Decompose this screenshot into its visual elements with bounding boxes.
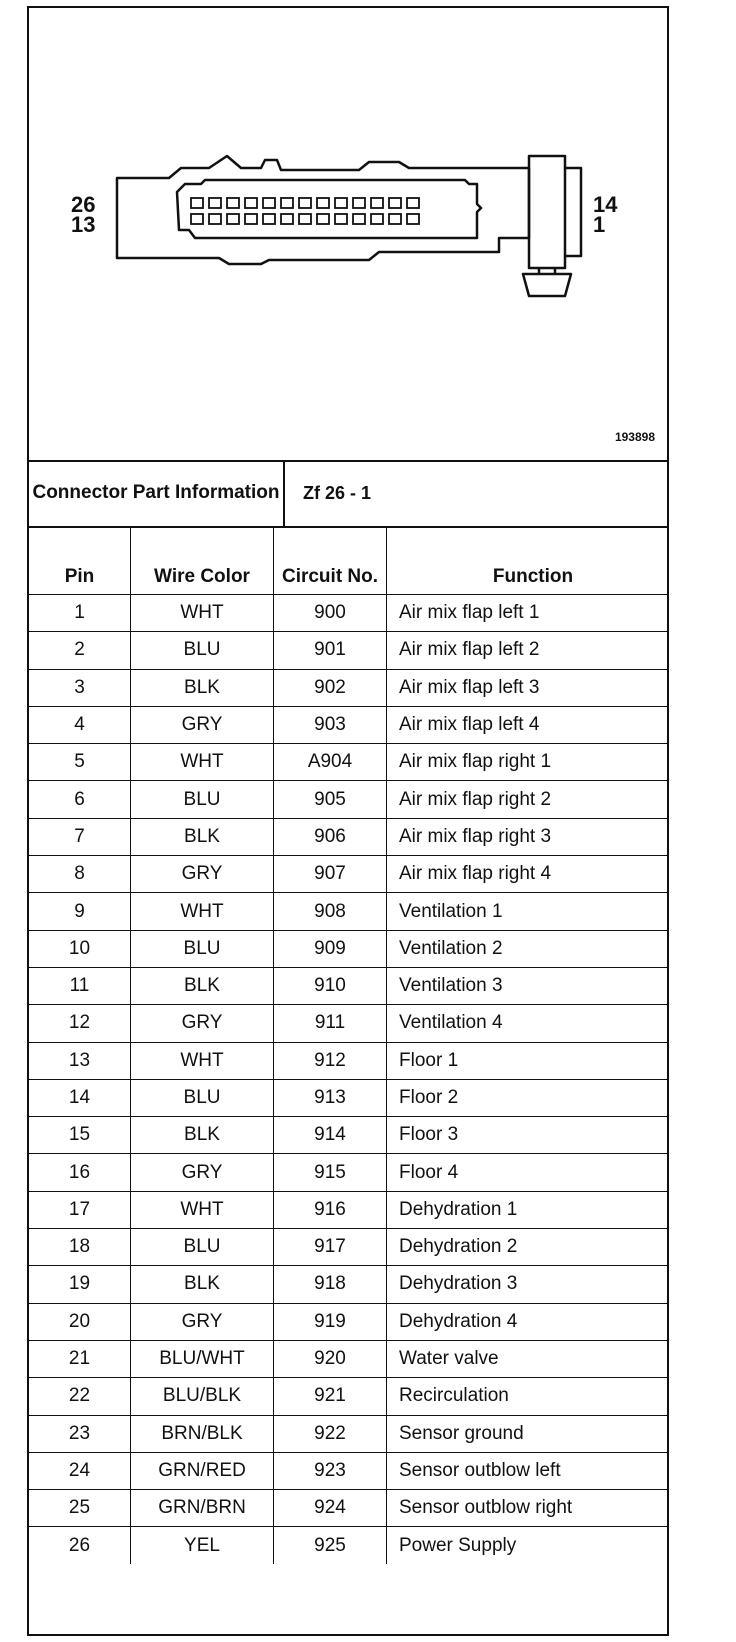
table-row: [29, 1191, 667, 1228]
wire-color-cell: GRN/BRN: [131, 1490, 274, 1527]
header-function: Function: [387, 526, 668, 595]
circuit-cell: 906: [274, 818, 387, 855]
circuit-cell: 917: [274, 1229, 387, 1266]
connector-diagram: [29, 8, 667, 462]
wire-color-cell: BLK: [131, 669, 274, 706]
circuit-cell: 901: [274, 632, 387, 669]
circuit-cell: 918: [274, 1266, 387, 1303]
pin-cell: 2: [29, 632, 131, 669]
function-cell: Air mix flap left 2: [387, 632, 668, 669]
header-pin: Pin: [29, 526, 131, 595]
pin-cell: 3: [29, 669, 131, 706]
table-row: [29, 856, 667, 893]
pin-cell: 18: [29, 1229, 131, 1266]
table-row: [29, 1490, 667, 1527]
table-row: [29, 1378, 667, 1415]
pin-cell: 15: [29, 1117, 131, 1154]
pin-cell: 10: [29, 930, 131, 967]
function-cell: Floor 3: [387, 1117, 668, 1154]
table-row: [29, 1154, 667, 1191]
table-row: [29, 1303, 667, 1340]
wire-color-cell: YEL: [131, 1527, 274, 1564]
wire-color-cell: WHT: [131, 595, 274, 632]
circuit-cell: 919: [274, 1303, 387, 1340]
pin-cell: 13: [29, 1042, 131, 1079]
wire-color-cell: GRY: [131, 856, 274, 893]
connector-info-value: Zf 26 - 1: [303, 482, 372, 503]
table-row: [29, 744, 667, 781]
circuit-cell: 900: [274, 595, 387, 632]
table-row: [29, 1079, 667, 1116]
table-row: [29, 595, 667, 632]
pinout-rows: [29, 595, 667, 1564]
wire-color-cell: WHT: [131, 1191, 274, 1228]
connector-sheet: [27, 6, 669, 1636]
wire-color-cell: GRN/RED: [131, 1452, 274, 1489]
wire-color-cell: WHT: [131, 1042, 274, 1079]
connector-info: [29, 460, 667, 528]
wire-color-cell: BRN/BLK: [131, 1415, 274, 1452]
function-cell: Air mix flap right 2: [387, 781, 668, 818]
table-row: [29, 1005, 667, 1042]
function-cell: Air mix flap right 1: [387, 744, 668, 781]
wire-color-cell: GRY: [131, 1005, 274, 1042]
circuit-cell: 910: [274, 967, 387, 1004]
circuit-cell: 921: [274, 1378, 387, 1415]
table-row: [29, 1340, 667, 1377]
table-row: [29, 930, 667, 967]
function-cell: Sensor outblow right: [387, 1490, 668, 1527]
pin-label-26: 26: [71, 192, 96, 217]
circuit-cell: 908: [274, 893, 387, 930]
table-row: [29, 1117, 667, 1154]
pin-label-13: 13: [71, 212, 96, 237]
wire-color-cell: GRY: [131, 1303, 274, 1340]
table-row: [29, 706, 667, 743]
circuit-cell: 923: [274, 1452, 387, 1489]
wire-color-cell: BLK: [131, 1117, 274, 1154]
table-row: [29, 669, 667, 706]
wire-color-cell: BLU/BLK: [131, 1378, 274, 1415]
function-cell: Air mix flap right 4: [387, 856, 668, 893]
circuit-cell: 909: [274, 930, 387, 967]
pinout-table: [29, 526, 667, 1564]
wire-color-cell: WHT: [131, 744, 274, 781]
pin-cell: 20: [29, 1303, 131, 1340]
function-cell: Ventilation 1: [387, 893, 668, 930]
wire-color-cell: BLU: [131, 1079, 274, 1116]
pin-cell: 22: [29, 1378, 131, 1415]
circuit-cell: 907: [274, 856, 387, 893]
pin-cavities: [191, 198, 419, 224]
function-cell: Ventilation 3: [387, 967, 668, 1004]
wire-color-cell: BLK: [131, 818, 274, 855]
table-row: [29, 1452, 667, 1489]
table-row: [29, 893, 667, 930]
function-cell: Air mix flap left 1: [387, 595, 668, 632]
figure-id: 193898: [614, 430, 655, 444]
circuit-cell: 914: [274, 1117, 387, 1154]
function-cell: Recirculation: [387, 1378, 668, 1415]
pin-cell: 5: [29, 744, 131, 781]
function-cell: Dehydration 3: [387, 1266, 668, 1303]
function-cell: Floor 1: [387, 1042, 668, 1079]
circuit-cell: A904: [274, 744, 387, 781]
function-cell: Air mix flap left 3: [387, 669, 668, 706]
pin-cell: 12: [29, 1005, 131, 1042]
circuit-cell: 915: [274, 1154, 387, 1191]
pin-cell: 9: [29, 893, 131, 930]
table-row: [29, 1415, 667, 1452]
pin-cell: 19: [29, 1266, 131, 1303]
function-cell: Air mix flap right 3: [387, 818, 668, 855]
function-cell: Floor 2: [387, 1079, 668, 1116]
circuit-cell: 905: [274, 781, 387, 818]
pin-cell: 17: [29, 1191, 131, 1228]
pin-label-14: 14: [593, 192, 618, 217]
circuit-cell: 902: [274, 669, 387, 706]
function-cell: Air mix flap left 4: [387, 706, 668, 743]
table-row: [29, 1042, 667, 1079]
pin-cell: 1: [29, 595, 131, 632]
pin-cell: 7: [29, 818, 131, 855]
function-cell: Dehydration 1: [387, 1191, 668, 1228]
wire-color-cell: BLU: [131, 781, 274, 818]
circuit-cell: 912: [274, 1042, 387, 1079]
table-row: [29, 1266, 667, 1303]
pin-cell: 24: [29, 1452, 131, 1489]
table-row: [29, 967, 667, 1004]
pin-cell: 4: [29, 706, 131, 743]
table-row: [29, 781, 667, 818]
table-row: [29, 818, 667, 855]
pin-cell: 21: [29, 1340, 131, 1377]
wire-color-cell: GRY: [131, 1154, 274, 1191]
circuit-cell: 913: [274, 1079, 387, 1116]
wire-color-cell: BLU: [131, 1229, 274, 1266]
connector-info-label: Connector Part Information: [29, 460, 285, 526]
circuit-cell: 911: [274, 1005, 387, 1042]
pin-cell: 16: [29, 1154, 131, 1191]
pin-cell: 25: [29, 1490, 131, 1527]
wire-color-cell: WHT: [131, 893, 274, 930]
pin-cell: 14: [29, 1079, 131, 1116]
function-cell: Dehydration 2: [387, 1229, 668, 1266]
function-cell: Ventilation 2: [387, 930, 668, 967]
circuit-cell: 922: [274, 1415, 387, 1452]
pin-label-1: 1: [593, 212, 606, 237]
function-cell: Power Supply: [387, 1527, 668, 1564]
table-row: [29, 1527, 667, 1564]
wire-color-cell: BLK: [131, 967, 274, 1004]
circuit-cell: 920: [274, 1340, 387, 1377]
function-cell: Sensor ground: [387, 1415, 668, 1452]
table-row: [29, 632, 667, 669]
function-cell: Ventilation 4: [387, 1005, 668, 1042]
function-cell: Dehydration 4: [387, 1303, 668, 1340]
pin-cell: 11: [29, 967, 131, 1004]
pin-cell: 8: [29, 856, 131, 893]
circuit-cell: 916: [274, 1191, 387, 1228]
table-row: [29, 1229, 667, 1266]
wire-color-cell: BLU/WHT: [131, 1340, 274, 1377]
pin-cell: 26: [29, 1527, 131, 1564]
wire-color-cell: BLK: [131, 1266, 274, 1303]
circuit-cell: 903: [274, 706, 387, 743]
wire-color-cell: GRY: [131, 706, 274, 743]
connector-drawing: [29, 8, 667, 460]
wire-color-cell: BLU: [131, 632, 274, 669]
header-wire-color: Wire Color: [131, 526, 274, 595]
function-cell: Water valve: [387, 1340, 668, 1377]
header-circuit: Circuit No.: [274, 526, 387, 595]
function-cell: Sensor outblow left: [387, 1452, 668, 1489]
circuit-cell: 924: [274, 1490, 387, 1527]
pin-cell: 6: [29, 781, 131, 818]
wire-color-cell: BLU: [131, 930, 274, 967]
function-cell: Floor 4: [387, 1154, 668, 1191]
circuit-cell: 925: [274, 1527, 387, 1564]
pin-cell: 23: [29, 1415, 131, 1452]
table-header-row: [29, 526, 667, 595]
